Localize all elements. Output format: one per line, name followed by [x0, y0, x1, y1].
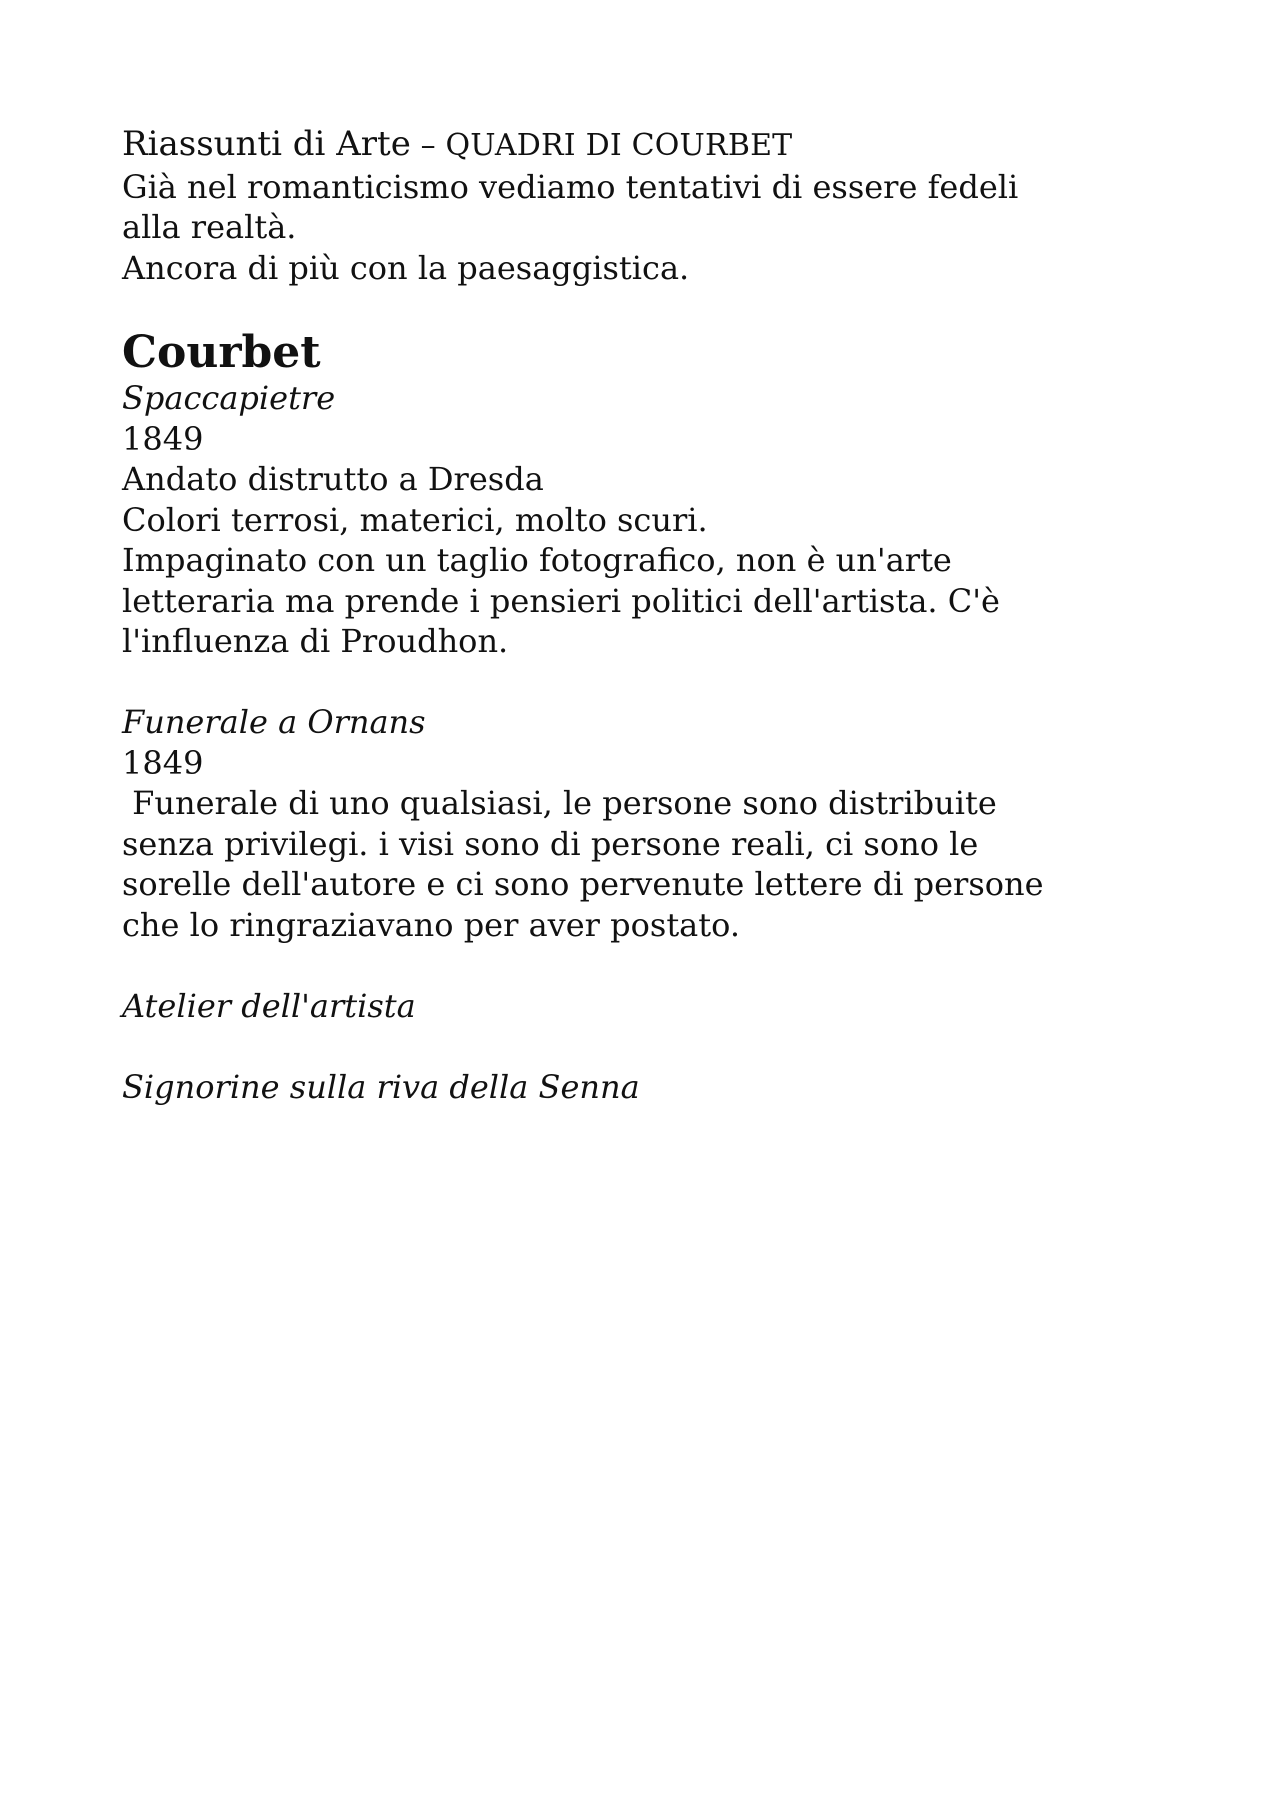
artwork-title: Signorine sulla riva della Senna	[122, 1067, 640, 1106]
title-separator: –	[410, 128, 446, 163]
intro-line: alla realtà.	[122, 208, 297, 246]
artwork-text: senza privilegi. i visi sono di persone reali, ci sono le	[122, 824, 979, 863]
artwork-text: Impaginato con un taglio fotografico, non è un'arte	[122, 541, 952, 579]
artwork-text: letteraria ma prende i pensieri politici dell'artista. C'è	[122, 581, 1000, 620]
document-header	[122, 124, 1162, 167]
paragraph-spacer	[122, 945, 1162, 986]
section-heading: Courbet	[122, 327, 321, 378]
artwork-year: 1849	[122, 743, 204, 782]
document-page	[122, 124, 1162, 1107]
intro-line: Già nel romanticismo vediamo tentativi di essere fedeli	[122, 167, 1019, 206]
paragraph-spacer	[122, 662, 1162, 703]
artwork-title: Spaccapietre	[122, 379, 336, 417]
document-subtitle: QUADRI DI COURBET	[445, 128, 793, 163]
artwork-text: che lo ringraziavano per aver postato.	[122, 905, 740, 944]
artwork-text: Andato distrutto a Dresda	[122, 460, 544, 498]
artwork-title: Funerale a Ornans	[122, 703, 426, 741]
paragraph-spacer	[122, 1026, 1162, 1067]
document-title: Riassunti di Arte	[122, 124, 411, 164]
artwork-year: 1849	[122, 419, 204, 458]
artwork-text: l'influenza di Proudhon.	[122, 622, 509, 660]
artwork-title: Atelier dell'artista	[122, 986, 416, 1025]
artwork-text: Colori terrosi, materici, molto scuri.	[122, 500, 708, 539]
artwork-text: sorelle dell'autore e ci sono pervenute lettere di persone	[122, 865, 1044, 903]
intro-line: Ancora di più con la paesaggistica.	[122, 248, 690, 287]
artwork-text: Funerale di uno qualsiasi, le persone sono distribuite	[122, 784, 997, 822]
